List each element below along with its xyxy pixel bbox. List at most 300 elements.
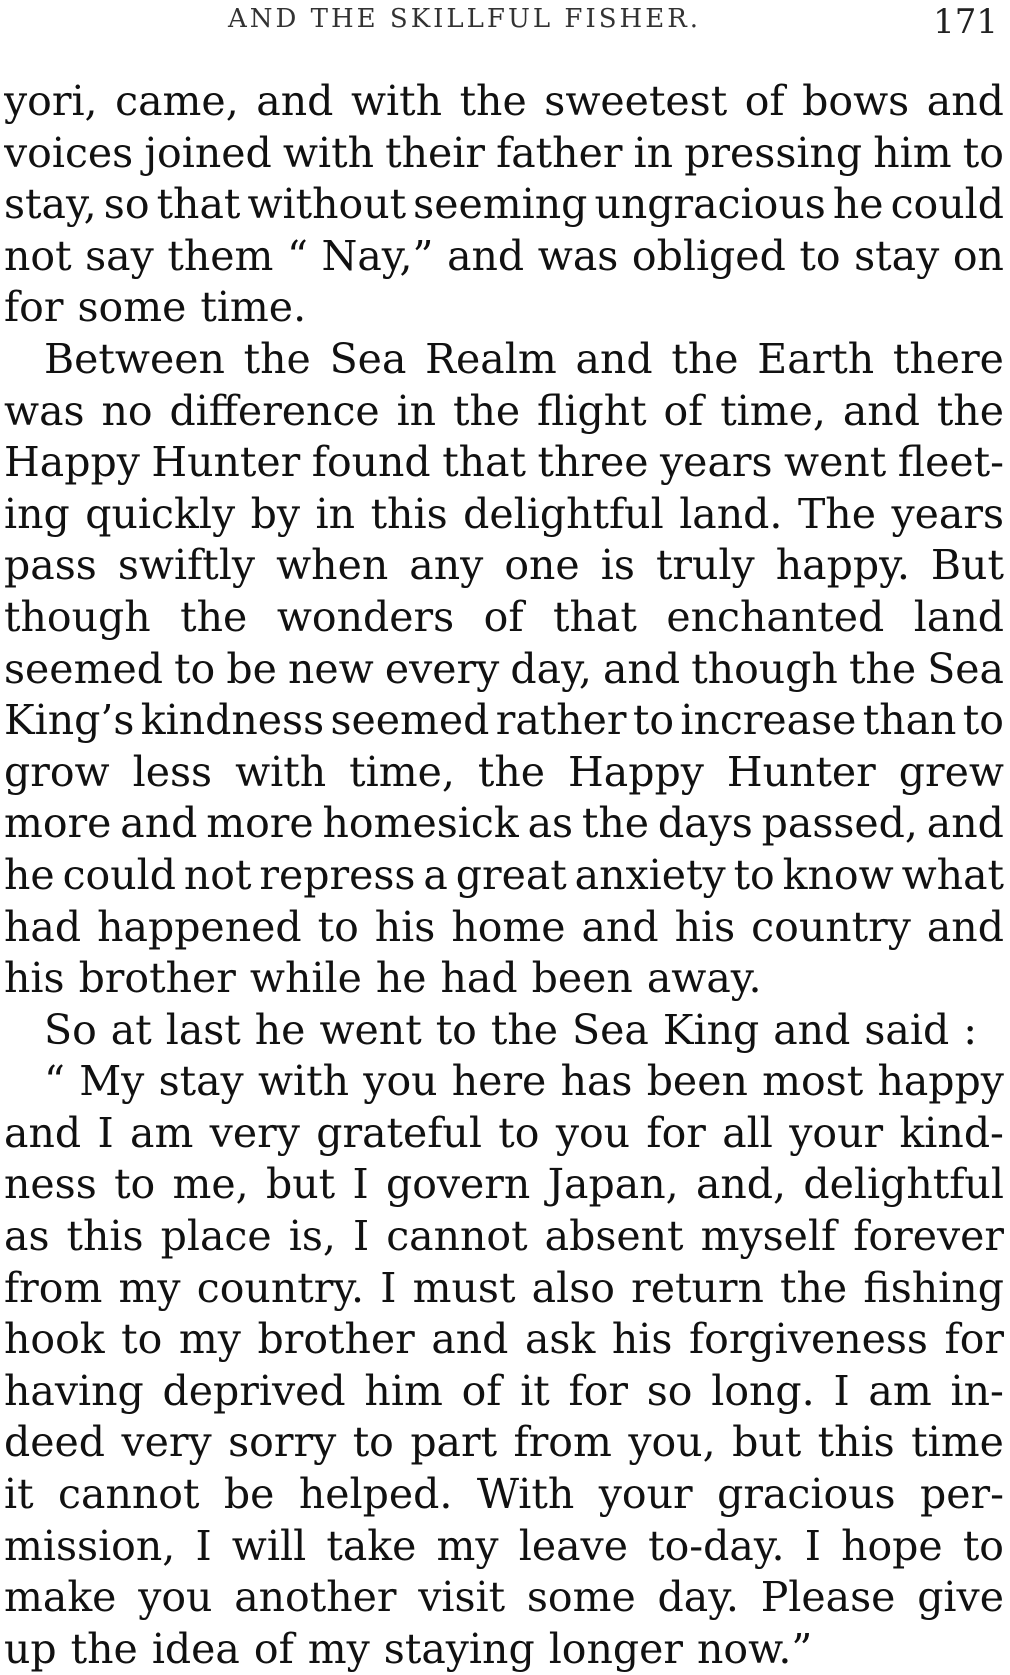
word: grow [4,747,110,796]
word: my [436,1521,499,1570]
word: to [962,696,1004,745]
word: had [440,954,518,1003]
word: I [380,1263,397,1312]
word: now.” [697,1624,813,1673]
word: from [4,1263,103,1312]
word: the [581,799,650,848]
page-number: 171 [933,2,998,42]
word: Sea [572,1005,649,1054]
word: to [962,1521,1004,1570]
word: had [4,902,82,951]
word: know [782,850,894,899]
word: having [4,1366,144,1415]
word: Sea [329,334,407,383]
word: will [231,1521,307,1570]
word: idea [151,1624,240,1673]
text-line [4,850,1004,902]
word: seemed [330,696,490,745]
word: but [266,1160,336,1209]
word: swiftly [117,541,256,590]
word: wonders [276,592,455,641]
word: kind- [899,1108,1004,1157]
text-line [4,1005,1004,1057]
text-line [4,1572,1004,1624]
text-line [4,902,1004,954]
text-line [4,1159,1004,1211]
word: hope [841,1521,943,1570]
word: his [611,1315,673,1364]
word: your [598,1470,693,1519]
word: sorry [228,1418,337,1467]
word: seemed [4,644,163,693]
word: three [537,438,649,487]
word: the [490,1005,559,1054]
word: hook [4,1315,105,1364]
word: sweetest [544,77,728,125]
word: and [4,1108,82,1157]
word: so [103,180,150,229]
running-header [0,2,1010,42]
word: the [180,592,248,641]
word: and [602,644,681,693]
word: time, [720,386,826,435]
word: last [165,1005,241,1054]
word: him [873,128,952,177]
word: of [744,77,785,125]
word: them [167,231,274,280]
word: and [926,799,1004,848]
word: it [4,1470,34,1519]
word: happy [877,1057,1004,1106]
word: the [848,644,917,693]
word: you, [628,1418,716,1467]
word: up [4,1624,57,1673]
word: the [671,334,739,383]
word: all [722,1108,773,1157]
word: to [632,696,675,745]
word: return [631,1263,764,1312]
word: joined [144,128,272,177]
word: Nay,” [321,231,434,280]
word: and [256,77,334,125]
word: for [944,1315,1004,1364]
word: to [733,850,775,899]
word: the [243,334,311,383]
word: say [85,231,154,280]
word: I [804,1521,821,1570]
word: the [452,386,521,435]
word: been [646,1057,748,1106]
word: every [384,644,500,693]
word: “ [286,231,308,280]
text-line [4,76,1004,128]
text-line [4,386,1004,438]
word: some [526,1573,636,1622]
word: yori, [4,77,98,125]
word: less [132,747,213,796]
word: voices [4,128,134,177]
word: on [952,231,1004,280]
word: govern [385,1160,531,1209]
word: bows [802,77,910,125]
word: days [657,799,753,848]
word: and, [695,1160,787,1209]
word: your [789,1108,884,1157]
text-line [4,334,1004,386]
word: not [4,231,72,280]
word: am [130,1108,194,1157]
word: My [79,1057,145,1106]
word: time [911,1418,1004,1467]
word: has [560,1057,633,1106]
word: happened [97,902,302,951]
text-line [4,644,1004,696]
running-title: AND THE SKILLFUL FISHER. [228,4,702,34]
word: brother [257,1315,415,1364]
word: the [70,1624,138,1673]
text-line [4,128,1004,180]
word: it [520,1366,550,1415]
text-line [4,1211,1004,1263]
word: country. [196,1263,365,1312]
word: must [412,1263,516,1312]
word: pass [4,541,97,590]
word: he [254,1005,306,1054]
word: The [797,489,876,538]
word: take [326,1521,417,1570]
text-line [4,695,1004,747]
word: my [178,1315,241,1364]
word: and [447,231,525,280]
word: and [926,902,1004,951]
word: be [226,644,277,693]
word: more [206,799,314,848]
text-line [4,1263,1004,1315]
text-line [4,747,1004,799]
word: for [4,283,64,332]
word: as [527,799,574,848]
word: with [350,77,443,125]
word: make [4,1573,117,1622]
word: happy. [775,541,910,590]
word: when [276,541,389,590]
word: King [662,1005,760,1054]
word: my [118,1263,181,1312]
word: and [926,77,1004,125]
word: difference [169,386,380,435]
word: in [633,128,674,177]
word: this [66,1212,144,1261]
text-line [4,437,1004,489]
word: with [282,128,374,177]
word: his [674,902,736,951]
word: country [751,902,911,951]
word: their [385,128,485,177]
word: and [120,799,198,848]
word: not [183,850,252,899]
word: per- [920,1470,1004,1519]
word: gracious [717,1470,896,1519]
word: though [691,644,838,693]
word: So [44,1005,97,1054]
word: with [235,747,327,796]
word: Sea [927,644,1004,693]
word: grateful [316,1108,482,1157]
text-line [4,1056,1004,1108]
word: than [862,696,957,745]
word: place [160,1212,272,1261]
word: me, [172,1160,249,1209]
word: Between [44,334,225,383]
word: another [234,1573,397,1622]
word: and [431,1315,509,1364]
word: that [553,592,637,641]
word: land [913,592,1004,641]
word: Japan, [547,1160,679,1209]
word: is, [288,1212,336,1261]
word: I [833,1366,850,1415]
word: here [451,1057,547,1106]
word: Earth [757,334,875,383]
word: what [901,850,1004,899]
word: to [435,1005,477,1054]
word: so [646,1366,693,1415]
word: this [370,489,448,538]
word: I [352,1212,370,1261]
word: fleet- [897,438,1004,487]
word: said [864,1005,950,1054]
word: obliged [631,231,786,280]
word: away. [646,954,762,1003]
word: there [892,334,1004,383]
word: leave [518,1521,628,1570]
word: a [423,850,448,899]
word: to [962,128,1004,177]
word: Hunter [726,747,876,796]
word: his [374,902,436,951]
word: give [917,1573,1004,1622]
word: is [600,541,635,590]
word: “ [44,1057,65,1106]
word: more [4,799,112,848]
word: from [513,1418,612,1467]
word: his [4,954,65,1003]
word: I [195,1521,212,1570]
word: the [936,386,1004,435]
word: to [121,1315,163,1364]
text-line [4,1108,1004,1160]
word: Please [760,1573,896,1622]
word: that [156,180,241,229]
word: deed [4,1418,106,1467]
text-line [4,953,1004,1005]
word: King’s [4,696,135,745]
word: anxiety [574,850,726,899]
word: was [537,231,619,280]
word: home [451,902,566,951]
text-line [4,592,1004,644]
word: was [4,386,85,435]
word: quickly [85,489,236,538]
word: Realm [425,334,557,383]
text-line [4,1469,1004,1521]
word: ness [4,1160,97,1209]
word: visit [418,1573,506,1622]
word: stay [854,231,940,280]
word: absent [544,1212,684,1261]
word: forgiveness [688,1315,928,1364]
word: homesick [322,799,519,848]
word: at [110,1005,152,1054]
word: went [784,438,887,487]
text-line [4,231,1004,283]
word: staying [383,1624,535,1673]
word: been [531,954,633,1003]
word: to-day. [648,1521,785,1570]
word: ungracious [594,180,826,229]
word: I [352,1160,369,1209]
word: the [459,77,527,125]
word: kindness [140,696,325,745]
word: he [832,180,884,229]
word: repress [259,850,416,899]
word: came, [115,77,239,125]
word: but [732,1418,802,1467]
word: Happy [568,747,704,796]
word: him [364,1366,443,1415]
word: to [174,644,216,693]
word: mission, [4,1521,176,1570]
word: part [410,1418,498,1467]
word: day, [510,644,592,693]
word: ask [524,1315,596,1364]
word: he [375,954,427,1003]
word: cannot [58,1470,200,1519]
word: in- [950,1366,1004,1415]
word: of [461,1366,502,1415]
word: the [780,1263,848,1312]
word: enchanted [666,592,885,641]
word: and [773,1005,851,1054]
word: be [223,1470,275,1519]
word: to [317,902,359,951]
word: ing [4,489,70,538]
word: very [121,1418,212,1467]
word: you [363,1057,438,1106]
word: helped. [298,1470,453,1519]
word: myself [700,1212,837,1261]
word: of [663,386,704,435]
word: increase [680,696,857,745]
word: that [442,438,526,487]
word: could [890,180,1004,229]
body-text [4,76,1004,1675]
word: long. [711,1366,815,1415]
word: and [842,386,920,435]
word: But [930,541,1004,590]
word: also [531,1263,615,1312]
word: delightful [463,489,664,538]
word: grew [898,747,1004,796]
word: for [568,1366,628,1415]
word: pressing [684,128,863,177]
word: Happy [4,438,140,487]
word: great [455,850,567,899]
word: went [319,1005,422,1054]
word: With [476,1470,575,1519]
text-line [4,798,1004,850]
word: time. [200,283,307,332]
word: rather [495,696,627,745]
word: and [575,334,653,383]
word: by [250,489,301,538]
text-line [4,1417,1004,1469]
text-line [4,489,1004,541]
word: I [97,1108,114,1157]
word: time, [349,747,455,796]
word: of [253,1624,294,1673]
word: day. [657,1573,739,1622]
word: though [4,592,151,641]
word: in [315,489,356,538]
word: my [307,1624,370,1673]
word: forever [853,1212,1004,1261]
word: to [498,1108,540,1157]
word: years [891,489,1004,538]
word: fishing [863,1263,1004,1312]
word: seeming [413,180,588,229]
word: you [138,1573,213,1622]
text-line [4,1366,1004,1418]
word: and [581,902,659,951]
word: to [799,231,841,280]
word: stay, [4,180,97,229]
word: for [646,1108,706,1157]
word: years [660,438,773,487]
word: to [352,1418,394,1467]
word: with [257,1057,350,1106]
word: deprived [162,1366,346,1415]
word: could [62,850,176,899]
word: very [209,1108,300,1157]
word: of [483,592,524,641]
word: am [868,1366,932,1415]
word: without [247,180,407,229]
word: you [555,1108,631,1157]
word: in [396,386,437,435]
text-line [4,540,1004,592]
word: stay [158,1057,244,1106]
word: to [114,1160,156,1209]
word: found [311,438,431,487]
word: truly [655,541,755,590]
word: he [4,850,55,899]
text-line [4,282,1004,334]
word: delightful [803,1160,1004,1209]
text-line [4,179,1004,231]
word: while [249,954,362,1003]
word: Hunter [151,438,301,487]
word: flight [537,386,647,435]
word: cannot [386,1212,528,1261]
text-line [4,1314,1004,1366]
word: as [4,1212,50,1261]
word: new [287,644,374,693]
word: brother [78,954,236,1003]
word: the [477,747,546,796]
text-line [4,1624,1004,1675]
word: any [409,541,484,590]
